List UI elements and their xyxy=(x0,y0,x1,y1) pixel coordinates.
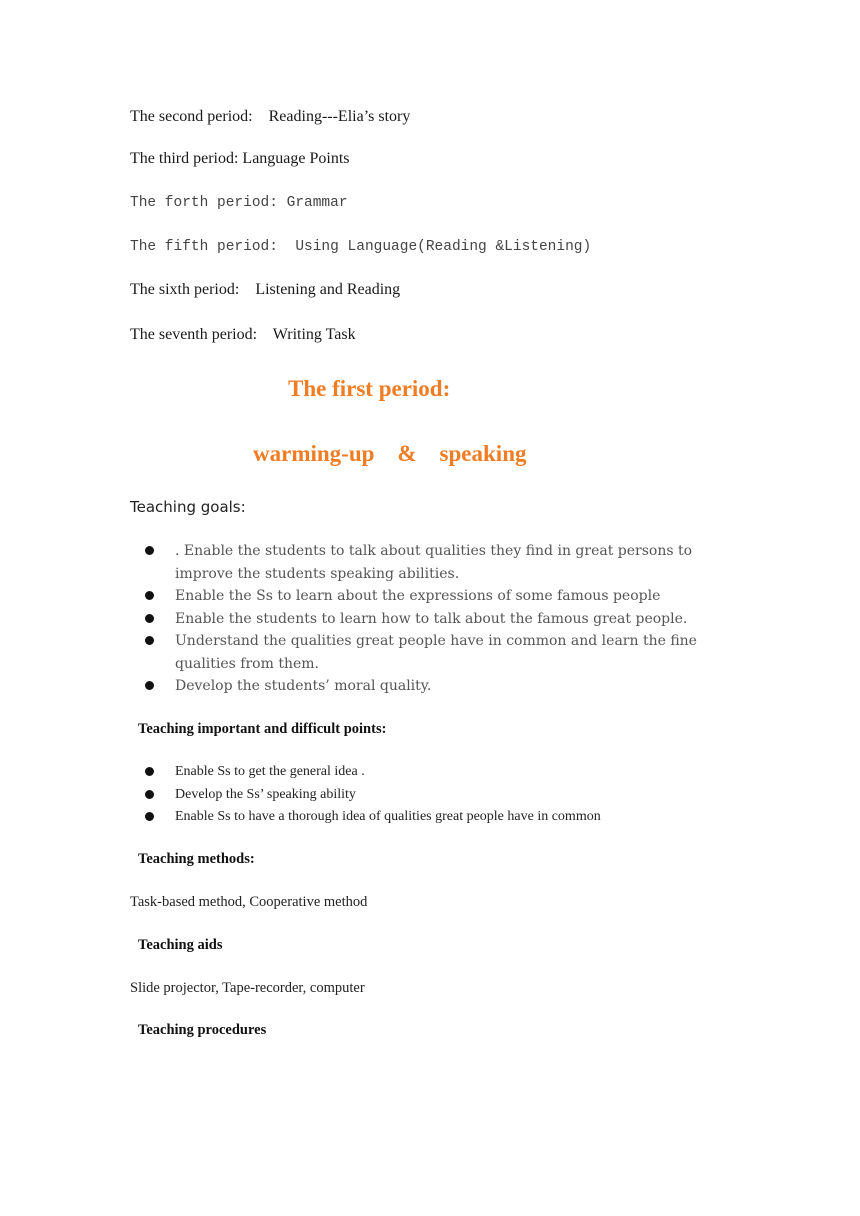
bullet-icon xyxy=(145,790,154,799)
period-second: The second period: Reading---Elia’s story xyxy=(130,108,411,125)
bullet-icon xyxy=(145,614,154,623)
methods-label: Teaching methods: xyxy=(138,851,255,867)
period-fifth: The fifth period: Using Language(Reading &Listening) xyxy=(130,239,592,255)
point-item: Enable Ss to get the general idea . xyxy=(175,764,365,779)
goal-item: . Enable the students to talk about qualities they find in great persons to improve the students speaking abilities. xyxy=(175,543,693,582)
point-item: Develop the Ss’ speaking ability xyxy=(175,787,356,802)
procedures-label: Teaching procedures xyxy=(138,1022,267,1038)
teaching-goals-label: Teaching goals: xyxy=(130,498,246,516)
section-title: The first period: xyxy=(288,376,451,401)
aids-label: Teaching aids xyxy=(138,937,223,953)
bullet-icon xyxy=(145,546,154,555)
period-third: The third period: Language Points xyxy=(130,150,350,167)
goal-item: Enable the students to learn how to talk about the famous great people. xyxy=(175,611,688,627)
methods-value: Task-based method, Cooperative method xyxy=(130,894,368,910)
bullet-icon xyxy=(145,636,154,645)
point-item: Enable Ss to have a thorough idea of qualities great people have in common xyxy=(175,809,601,824)
period-fourth: The forth period: Grammar xyxy=(130,195,348,211)
important-points-label: Teaching important and difficult points: xyxy=(138,721,387,737)
aids-value: Slide projector, Tape-recorder, computer xyxy=(130,980,365,996)
period-sixth: The sixth period: Listening and Reading xyxy=(130,281,401,298)
goal-item: Develop the students’ moral quality. xyxy=(175,678,432,694)
bullet-icon xyxy=(145,591,154,600)
bullet-icon xyxy=(145,812,154,821)
goal-item: Enable the Ss to learn about the expressions of some famous people xyxy=(175,588,661,604)
bullet-icon xyxy=(145,767,154,776)
section-subtitle: warming-up & speaking xyxy=(253,441,527,466)
goal-item: Understand the qualities great people have in common and learn the fine qualities from them. xyxy=(175,633,697,672)
period-seventh: The seventh period: Writing Task xyxy=(130,326,356,343)
bullet-icon xyxy=(145,681,154,690)
